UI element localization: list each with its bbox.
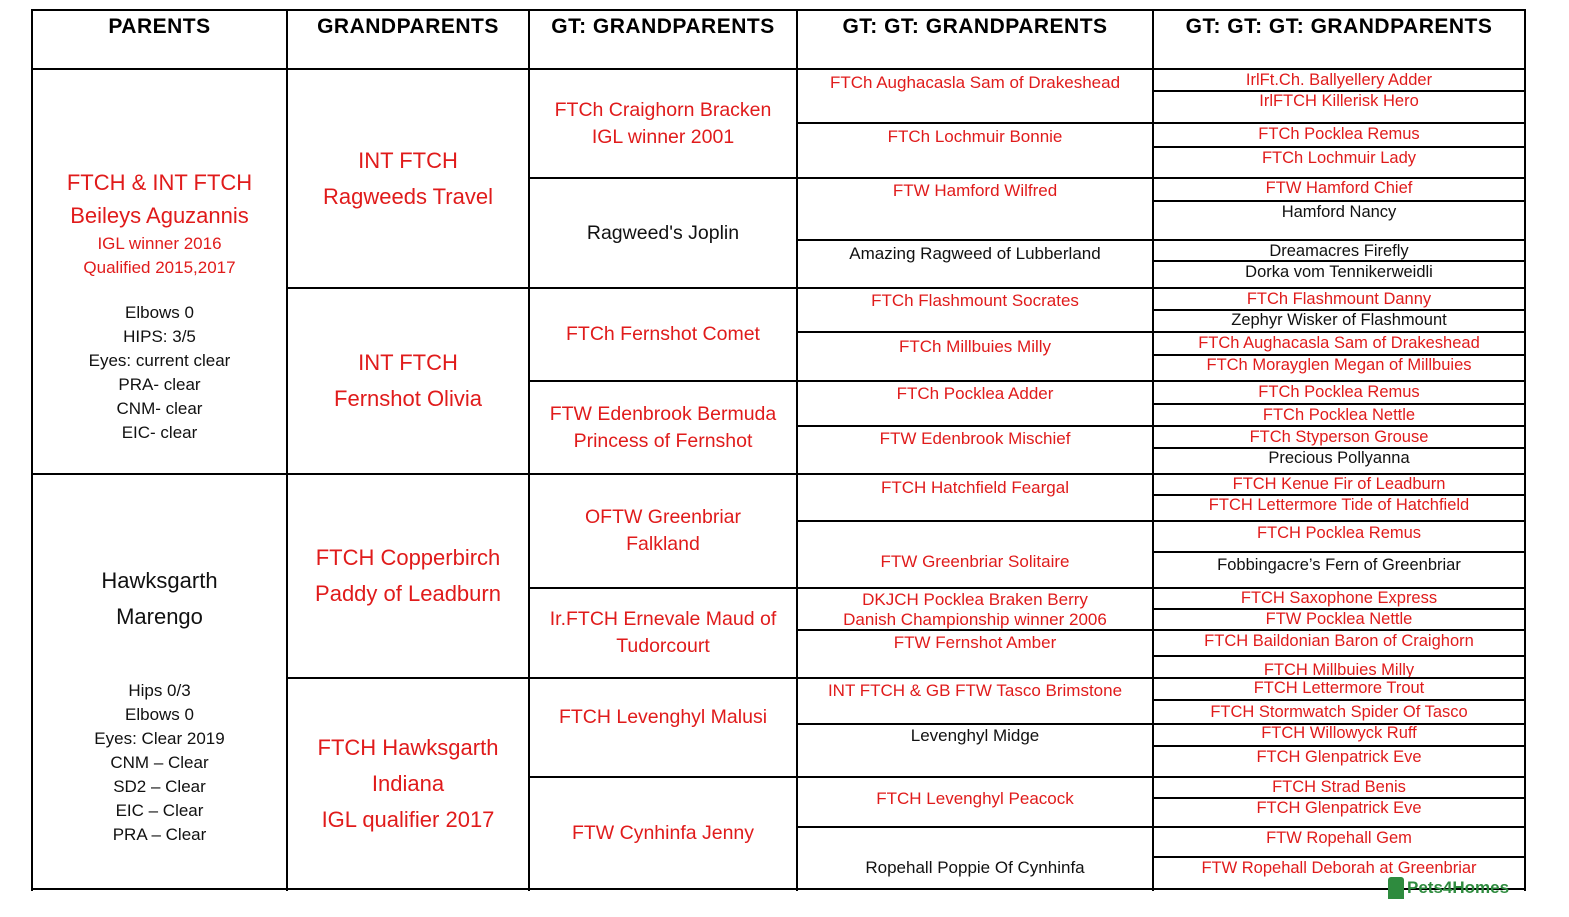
ggg-grandparent-cell: FTCH Willowyck Ruff [1261, 724, 1417, 742]
grandparent-line: IGL qualifier 2017 [321, 806, 495, 832]
gg-grandparent-cell: Ropehall Poppie Of Cynhinfa [865, 858, 1085, 877]
grandparent-line: Paddy of Leadburn [315, 581, 501, 606]
gt-grandparent-line: Falkland [626, 533, 700, 555]
grandparent-line: FTCH Hawksgarth [317, 734, 499, 760]
gt-grandparent-line: FTW Cynhinfa Jenny [571, 821, 755, 844]
grandparent-cell [288, 70, 528, 287]
health-item: PRA – Clear [112, 825, 207, 844]
grid-line [1152, 699, 1526, 701]
gt-grandparent-cell [530, 179, 796, 287]
watermark-text: Pets4Homes [1407, 878, 1510, 897]
gt-grandparent-cell [530, 589, 796, 677]
ggg-grandparent-cell: FTCH Strad Benis [1272, 778, 1406, 796]
parent-name-line: FTCH & INT FTCH [66, 170, 253, 195]
grandparent-cell [288, 289, 528, 473]
parent-sire-health [33, 301, 286, 445]
gt-grandparent-line: IGL winner 2001 [591, 125, 735, 148]
ggg-grandparent-cell: FTCH Stormwatch Spider Of Tasco [1210, 703, 1468, 721]
grandparent-line: Ragweeds Travel [323, 183, 493, 209]
gg-grandparent-line: DKJCH Pocklea Braken Berry [862, 590, 1088, 609]
gg-grandparent-cell [798, 590, 1152, 629]
gg-grandparent-cell: FTCH Hatchfield Feargal [880, 478, 1069, 497]
ggg-grandparent-cell: FTCh Styperson Grouse [1249, 428, 1429, 446]
gt-grandparent-cell [530, 778, 796, 888]
parent-dam [33, 563, 286, 635]
grandparent-cell [288, 679, 528, 888]
grid-line [1524, 9, 1526, 891]
health-item: Hips 0/3 [128, 681, 191, 700]
health-item: HIPS: 3/5 [123, 327, 196, 346]
gt-grandparent-line: FTCh Craighorn Bracken [554, 98, 772, 121]
gg-grandparent-cell: FTCh Lochmuir Bonnie [887, 127, 1063, 146]
gt-grandparent-line: FTCH Levenghyl Malusi [558, 705, 768, 728]
gg-grandparent-cell: FTW Hamford Wilfred [892, 181, 1058, 200]
gg-grandparent-line: Danish Championship winner 2006 [843, 610, 1107, 629]
health-item: Elbows 0 [125, 705, 194, 724]
gt-grandparent-cell [530, 679, 796, 755]
grid-line [31, 888, 1526, 890]
ggg-grandparent-cell: FTCh Pocklea Nettle [1262, 406, 1416, 424]
ggg-grandparent-cell: Hamford Nancy [1281, 203, 1397, 221]
gt-grandparent-cell [530, 70, 796, 177]
gg-grandparent-cell: FTW Edenbrook Mischief [879, 429, 1071, 448]
gg-grandparent-cell: FTCH Levenghyl Peacock [876, 789, 1074, 808]
ggg-grandparent-cell: Dorka vom Tennikerweidli [1245, 263, 1433, 281]
gt-grandparent-line: Princess of Fernshot [573, 429, 753, 452]
ggg-grandparent-cell: IrlFTCH Killerisk Hero [1259, 92, 1419, 110]
grid-line [1152, 551, 1526, 553]
gt-grandparent-line: Ir.FTCH Ernevale Maud of [549, 608, 777, 630]
ggg-grandparent-cell: FTCh Flashmount Danny [1246, 290, 1432, 308]
gg-grandparent-cell: FTCh Aughacasla Sam of Drakeshead [829, 73, 1121, 92]
header-grandparents: GRANDPARENTS [317, 15, 499, 38]
gt-grandparent-cell [530, 289, 796, 380]
parent-sire [33, 166, 286, 280]
ggg-grandparent-cell: IrlFt.Ch. Ballyellery Adder [1245, 71, 1433, 89]
health-item: PRA- clear [118, 375, 201, 394]
health-item: CNM – Clear [110, 753, 209, 772]
parent-name-line: Hawksgarth [101, 568, 218, 593]
ggg-grandparent-cell: FTCh Pocklea Remus [1258, 383, 1420, 401]
parent-dam-health [33, 679, 286, 847]
gt-grandparent-cell [530, 382, 796, 473]
gt-grandparent-line: FTCh Fernshot Comet [566, 323, 760, 345]
ggg-grandparent-cell: FTCH Lettermore Trout [1253, 679, 1425, 697]
header-gt-grandparents: GT: GRANDPARENTS [551, 15, 775, 38]
ggg-grandparent-cell: FTW Hamford Chief [1265, 179, 1413, 197]
ggg-grandparent-cell: FTCH Saxophone Express [1240, 589, 1438, 607]
gt-grandparent-line: Tudorcourt [616, 635, 710, 657]
gg-grandparent-cell: FTW Greenbriar Solitaire [880, 552, 1070, 571]
ggg-grandparent-cell: FTCH Glenpatrick Eve [1256, 748, 1422, 766]
gg-grandparent-cell: FTCh Millbuies Milly [898, 337, 1052, 356]
parent-name-line: Beileys Aguzannis [70, 203, 249, 228]
ggg-grandparent-cell: FTCH Pocklea Remus [1256, 524, 1422, 542]
ggg-grandparent-cell: FTCH Lettermore Tide of Hatchfield [1208, 496, 1470, 514]
health-item: CNM- clear [116, 399, 203, 418]
ggg-grandparent-cell: Dreamacres Firefly [1269, 242, 1409, 260]
health-item: EIC – Clear [115, 801, 204, 820]
ggg-grandparent-cell: FTCH Glenpatrick Eve [1256, 799, 1422, 817]
health-item: EIC- clear [121, 423, 198, 442]
gg-grandparent-cell: FTW Fernshot Amber [893, 633, 1057, 652]
ggg-grandparent-cell: FTCh Aughacasla Sam of Drakeshead [1198, 334, 1480, 352]
watermark-logo [1388, 874, 1509, 902]
grid-line [796, 520, 1526, 522]
grid-line [1152, 655, 1526, 657]
parent-title-line: IGL winner 2016 [97, 234, 222, 253]
header-parents: PARENTS [108, 15, 211, 38]
gg-grandparent-cell: FTCh Flashmount Socrates [871, 291, 1079, 310]
ggg-grandparent-cell: Zephyr Wisker of Flashmount [1231, 311, 1447, 329]
ggg-grandparent-cell: FTCh Lochmuir Lady [1261, 149, 1417, 167]
grandparent-line: Fernshot Olivia [334, 386, 482, 411]
grandparent-cell [288, 475, 528, 677]
gt-grandparent-line: OFTW Greenbriar [584, 506, 742, 528]
gg-grandparent-cell: FTCh Pocklea Adder [896, 384, 1054, 403]
gt-grandparent-cell [530, 475, 796, 587]
ggg-grandparent-cell: FTCh Morayglen Megan of Millbuies [1206, 356, 1472, 374]
gg-grandparent-cell: Levenghyl Midge [910, 726, 1040, 745]
ggg-grandparent-cell: FTW Ropehall Gem [1266, 829, 1412, 847]
health-item: Eyes: current clear [88, 351, 231, 370]
parent-title-line: Qualified 2015,2017 [83, 258, 236, 277]
ggg-grandparent-cell: FTW Ropehall Deborah at Greenbriar [1201, 859, 1477, 877]
health-item: SD2 – Clear [113, 777, 206, 796]
ggg-grandparent-cell: FTCH Kenue Fir of Leadburn [1232, 475, 1446, 493]
header-gt-gt-grandparents: GT: GT: GRANDPARENTS [842, 15, 1108, 38]
ggg-grandparent-cell: FTW Pocklea Nettle [1265, 610, 1413, 628]
ggg-grandparent-cell: Fobbingacre’s Fern of Greenbriar [1217, 556, 1461, 574]
pets4homes-logo-icon [1388, 877, 1404, 899]
ggg-grandparent-cell: Precious Pollyanna [1268, 449, 1410, 467]
health-item: Elbows 0 [125, 303, 194, 322]
ggg-grandparent-cell: FTCH Baildonian Baron of Craighorn [1204, 632, 1474, 650]
gg-grandparent-cell: INT FTCH & GB FTW Tasco Brimstone [827, 681, 1123, 700]
gt-grandparent-line: FTW Edenbrook Bermuda [549, 402, 777, 425]
health-item: Eyes: Clear 2019 [94, 729, 225, 748]
ggg-grandparent-cell: FTCH Millbuies Milly [1263, 661, 1415, 677]
grandparent-line: INT FTCH [358, 147, 458, 173]
grandparent-line: Indiana [371, 770, 445, 796]
ggg-grandparent-cell: FTCh Pocklea Remus [1258, 125, 1420, 143]
parent-name-line: Marengo [116, 604, 203, 629]
grandparent-line: FTCH Copperbirch [315, 545, 501, 570]
gt-grandparent-line: Ragweed's Joplin [586, 221, 740, 244]
grandparent-line: INT FTCH [358, 350, 458, 375]
gg-grandparent-cell: Amazing Ragweed of Lubberland [849, 244, 1101, 263]
header-gt-gt-gt-grandparents: GT: GT: GT: GRANDPARENTS [1185, 15, 1493, 38]
